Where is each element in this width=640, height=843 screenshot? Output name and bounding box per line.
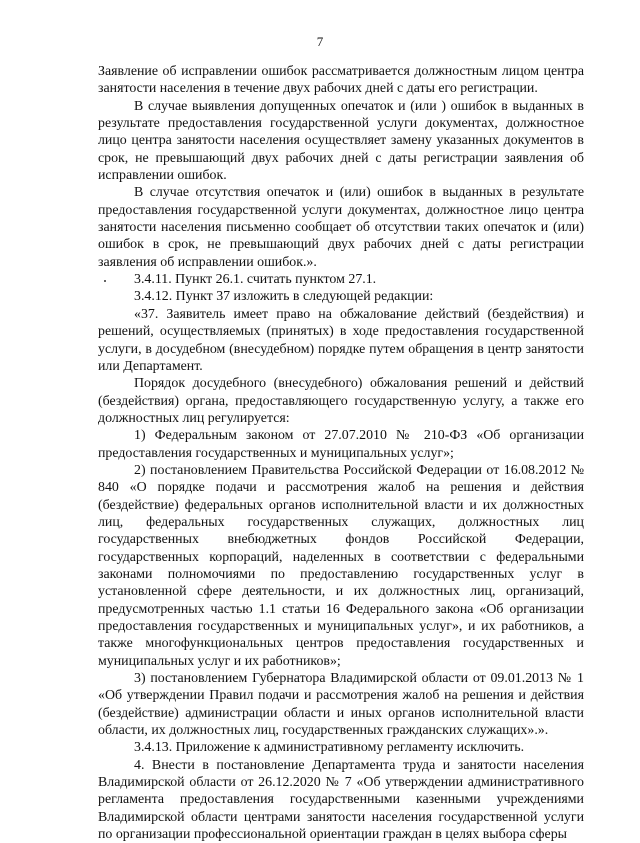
paragraph: Заявление об исправлении ошибок рассматривается должностным лицом центра занятости населения в течение двух рабочих дней с даты его регистрации. <box>98 64 584 97</box>
paragraph: 3.4.13. Приложение к административному регламенту исключить. <box>134 740 525 756</box>
paragraph: 1) Федеральным законом от 27.07.2010 № 210-ФЗ «Об организации предоставления государственных и муниципальных услуг»; <box>98 428 584 461</box>
document-body <box>98 63 584 843</box>
paragraph: «37. Заявитель имеет право на обжалование действий (бездействия) и решений, осуществляемых (принятых) в ходе предоставления государственной услуги, в досудебном (внесудебном) порядке путем обращения в центр занятости или Департамент. <box>98 306 584 374</box>
paragraph: 3.4.11. Пункт 26.1. считать пунктом 27.1. <box>134 272 377 288</box>
paragraph: 3.4.12. Пункт 37 изложить в следующей редакции: <box>134 289 434 305</box>
paragraph: 4. Внести в постановление Департамента труда и занятости населения Владимирской области от 26.12.2020 № 7 «Об утверждении административного регламента предоставления государственными казенными учреждениями Владимирской области центрами занятости населения государственной услуги по организации профессиональной ориентации граждан в целях выбора сферы <box>98 757 584 843</box>
paragraph: В случае отсутствия опечаток и (или) ошибок в выданных в результате предоставления государственной услуги документах, должностное лицо центра занятости населения письменно сообщает об отсутствии таких опечаток и (или) ошибок в срок, не превышающий двух рабочих дней с даты регистрации заявления об исправлении ошибок.». <box>98 185 584 270</box>
paragraph: 2) постановлением Правительства Российской Федерации от 16.08.2012 № 840 «О порядке подачи и рассмотрения жалоб на решения и действия (бездействие) федеральных органов исполнительной власти и их должностных лиц, федеральных государственных служащих, должностных лиц государственных внебюджетных фондов Российской Федерации, государственных корпораций, наделенных в соответствии с федеральными законами полномочиями по предоставлению государственных услуг в установленной сфере деятельности, и их должностных лиц, организаций, предусмотренных частью 1.1 статьи 16 Федерального закона «Об организации предоставления государственных и муниципальных услуг», и их работников, а также многофункциональных центров предоставления государственных и муниципальных услуг и их работников»; <box>98 462 584 669</box>
paragraph: Порядок досудебного (внесудебного) обжалования решений и действий (бездействия) органа, предоставляющего государственную услугу, а также его должностных лиц регулируется: <box>98 376 584 426</box>
page-number: 7 <box>316 34 324 49</box>
paragraph: 3) постановлением Губернатора Владимирской области от 09.01.2013 № 1 «Об утверждении Правил подачи и рассмотрения жалоб на решения и действия (бездействие) администрации области и иных органов исполнительной власти области, их должностных лиц, государственных гражданских служащих».». <box>98 671 584 739</box>
paragraph: В случае выявления допущенных опечаток и (или ) ошибок в выданных в результате предоставления государственной услуги документах, должностное лицо центра занятости населения осуществляет замену указанных документов в срок, не превышающий двух рабочих дней с даты регистрации заявления об исправлении ошибок. <box>98 98 584 184</box>
